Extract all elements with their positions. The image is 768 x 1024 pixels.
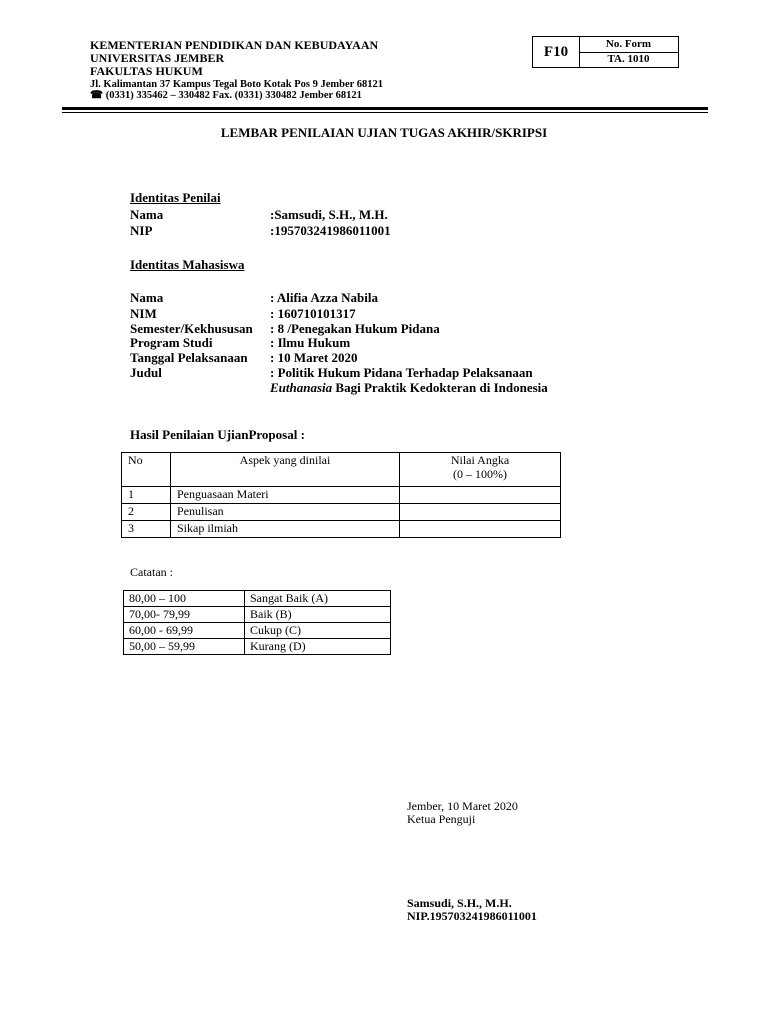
row-no: 1 xyxy=(122,487,171,504)
col-aspek: Aspek yang dinilai xyxy=(171,453,400,487)
header-faculty: FAKULTAS HUKUM xyxy=(90,64,203,78)
grade-label: Sangat Baik (A) xyxy=(245,591,391,607)
header-rule-thin xyxy=(62,112,708,113)
assessment-header-row xyxy=(122,453,561,487)
mhs-semester-label: Semester/Kekhususan xyxy=(130,321,253,336)
table-row xyxy=(124,623,391,639)
row-aspek: Sikap ilmiah xyxy=(171,521,400,538)
mhs-prodi-value: : Ilmu Hukum xyxy=(270,335,351,350)
mhs-semester-value: : 8 /Penegakan Hukum Pidana xyxy=(270,321,440,336)
mhs-nim-value: : 160710101317 xyxy=(270,306,356,321)
judul-rest: Bagi Praktik Kedokteran di Indonesia xyxy=(332,380,548,395)
table-row xyxy=(124,639,391,655)
row-nilai-field[interactable] xyxy=(400,521,561,538)
signature-name: Samsudi, S.H., M.H. xyxy=(407,896,512,910)
mhs-nama-label: Nama xyxy=(130,290,164,305)
grade-scale-table xyxy=(123,590,391,655)
row-aspek: Penguasaan Materi xyxy=(171,487,400,504)
table-row xyxy=(124,607,391,623)
assessment-table xyxy=(121,452,561,538)
signature-nip: NIP.195703241986011001 xyxy=(407,909,537,923)
mhs-prodi-label: Program Studi xyxy=(130,335,213,350)
signature-place-date: Jember, 10 Maret 2020 xyxy=(407,799,518,813)
catatan-label: Catatan : xyxy=(130,565,173,579)
header-ministry: KEMENTERIAN PENDIDIKAN DAN KEBUDAYAAN xyxy=(90,38,379,52)
mhs-tanggal-value: : 10 Maret 2020 xyxy=(270,350,358,365)
grade-range: 50,00 – 59,99 xyxy=(124,639,245,655)
penilai-nip-value: :195703241986011001 xyxy=(270,223,391,238)
row-no: 2 xyxy=(122,504,171,521)
penilai-nip-label: NIP xyxy=(130,223,153,238)
col-nilai-line2: (0 – 100%) xyxy=(453,467,507,481)
mhs-nim-label: NIM xyxy=(130,306,157,321)
penilai-nama-label: Nama xyxy=(130,207,164,222)
grade-label: Baik (B) xyxy=(245,607,391,623)
header-address: Jl. Kalimantan 37 Kampus Tegal Boto Kotak Pos 9 Jember 68121 xyxy=(90,79,383,90)
phone-icon: ☎ xyxy=(90,90,104,101)
form-code: F10 xyxy=(533,37,580,67)
mhs-nama-value: : Alifia Azza Nabila xyxy=(270,290,378,305)
table-row xyxy=(124,591,391,607)
grade-range: 60,00 - 69,99 xyxy=(124,623,245,639)
row-nilai-field[interactable] xyxy=(400,504,561,521)
penilai-nama-value: :Samsudi, S.H., M.H. xyxy=(270,207,388,222)
form-number: TA. 1010 xyxy=(607,53,650,65)
table-row xyxy=(122,487,561,504)
header-university: UNIVERSITAS JEMBER xyxy=(90,51,225,65)
grade-range: 80,00 – 100 xyxy=(124,591,245,607)
penilai-heading: Identitas Penilai xyxy=(130,190,221,205)
header-rule-thick xyxy=(62,107,708,110)
grade-label: Kurang (D) xyxy=(245,639,391,655)
mhs-judul-value: : Politik Hukum Pidana Terhadap Pelaksanaan xyxy=(270,365,533,380)
col-nilai-line1: Nilai Angka xyxy=(450,453,510,467)
table-row xyxy=(122,504,561,521)
mhs-tanggal-label: Tanggal Pelaksanaan xyxy=(130,350,248,365)
hasil-heading: Hasil Penilaian UjianProposal : xyxy=(130,427,305,442)
row-no: 3 xyxy=(122,521,171,538)
mhs-judul-line2 xyxy=(270,380,548,395)
header-phone-line xyxy=(90,89,362,102)
grade-range: 70,00- 79,99 xyxy=(124,607,245,623)
form-label: No. Form xyxy=(579,37,678,53)
table-row xyxy=(122,521,561,538)
header-phone: (0331) 335462 – 330482 Fax. (0331) 330482 Jember 68121 xyxy=(105,90,362,101)
judul-italic: Euthanasia xyxy=(270,380,333,395)
form-number-box xyxy=(532,36,679,68)
col-no: No xyxy=(122,453,171,487)
row-nilai-field[interactable] xyxy=(400,487,561,504)
page-title: LEMBAR PENILAIAN UJIAN TUGAS AKHIR/SKRIPSI xyxy=(220,125,548,140)
mhs-judul-label: Judul xyxy=(130,365,162,380)
signature-role: Ketua Penguji xyxy=(407,812,476,826)
col-nilai xyxy=(400,453,561,487)
grade-label: Cukup (C) xyxy=(245,623,391,639)
row-aspek: Penulisan xyxy=(171,504,400,521)
mahasiswa-heading: Identitas Mahasiswa xyxy=(130,257,245,272)
